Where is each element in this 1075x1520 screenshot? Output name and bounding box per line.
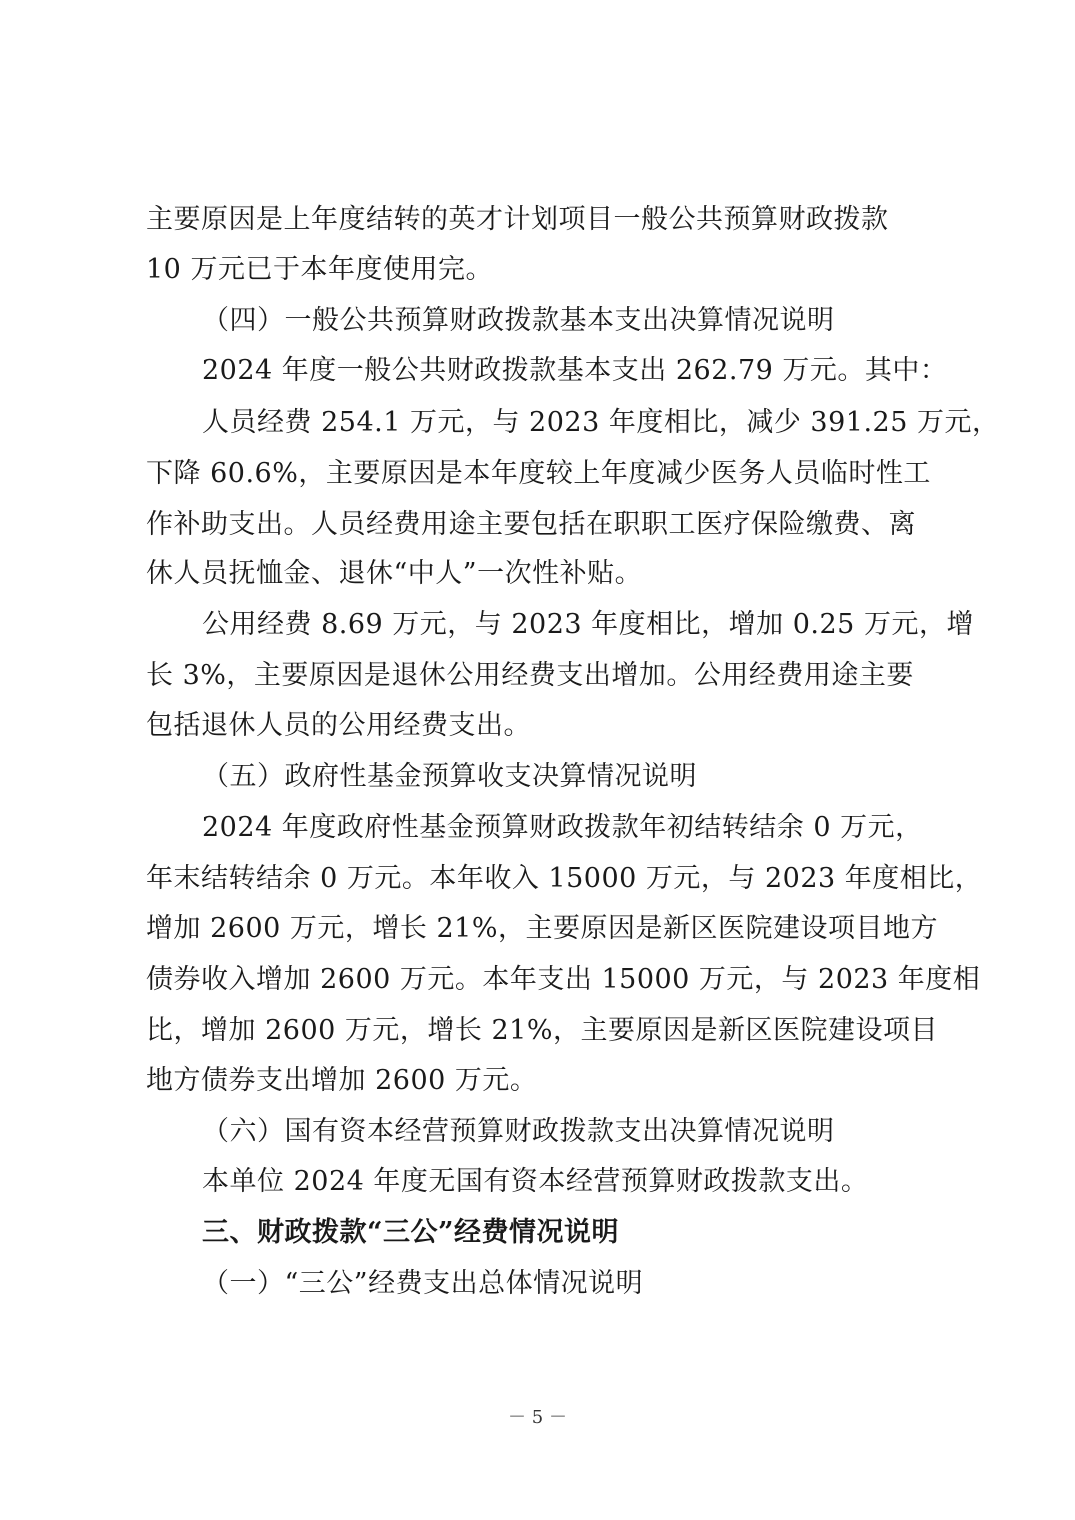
body-text-line: 2024 年度一般公共财政拨款基本支出 262.79 万元。其中： <box>202 355 948 386</box>
chapter-heading: 三、财政拨款“三公”经费情况说明 <box>202 1217 620 1248</box>
body-text-line: 本单位 2024 年度无国有资本经营预算财政拨款支出。 <box>202 1166 869 1197</box>
body-text-line: 地方债券支出增加 2600 万元。 <box>146 1065 538 1096</box>
page-number: － 5 － <box>508 1407 567 1428</box>
body-text-line: 债券收入增加 2600 万元。本年支出 15000 万元，与 2023 年度相 <box>146 964 981 995</box>
body-text-line: 增加 2600 万元，增长 21%，主要原因是新区医院建设项目地方 <box>146 913 938 944</box>
section-heading: （五）政府性基金预算收支决算情况说明 <box>202 761 697 792</box>
body-text-line: 比，增加 2600 万元，增长 21%，主要原因是新区医院建设项目 <box>146 1015 938 1046</box>
body-text-line: 2024 年度政府性基金预算财政拨款年初结转结余 0 万元， <box>202 812 923 843</box>
body-text-line: 主要原因是上年度结转的英才计划项目一般公共预算财政拨款 <box>146 204 889 235</box>
body-text-line: 公用经费 8.69 万元，与 2023 年度相比，增加 0.25 万元，增 <box>202 609 974 640</box>
section-heading: （四）一般公共预算财政拨款基本支出决算情况说明 <box>202 305 835 336</box>
body-text-line: 休人员抚恤金、退休“中人”一次性补贴。 <box>146 558 643 589</box>
body-text-line: 10 万元已于本年度使用完。 <box>146 254 493 285</box>
body-text-line: 长 3%，主要原因是退休公用经费支出增加。公用经费用途主要 <box>146 660 914 691</box>
body-text-line: 年末结转结余 0 万元。本年收入 15000 万元，与 2023 年度相比， <box>146 863 983 894</box>
section-heading: （一）“三公”经费支出总体情况说明 <box>202 1268 644 1299</box>
body-text-line: 作补助支出。人员经费用途主要包括在职职工医疗保险缴费、离 <box>146 509 916 540</box>
body-text-line: 人员经费 254.1 万元，与 2023 年度相比，减少 391.25 万元， <box>202 407 1000 438</box>
section-heading: （六）国有资本经营预算财政拨款支出决算情况说明 <box>202 1116 835 1147</box>
body-text-line: 下降 60.6%，主要原因是本年度较上年度减少医务人员临时性工 <box>146 458 931 489</box>
body-text-line: 包括退休人员的公用经费支出。 <box>146 710 531 741</box>
